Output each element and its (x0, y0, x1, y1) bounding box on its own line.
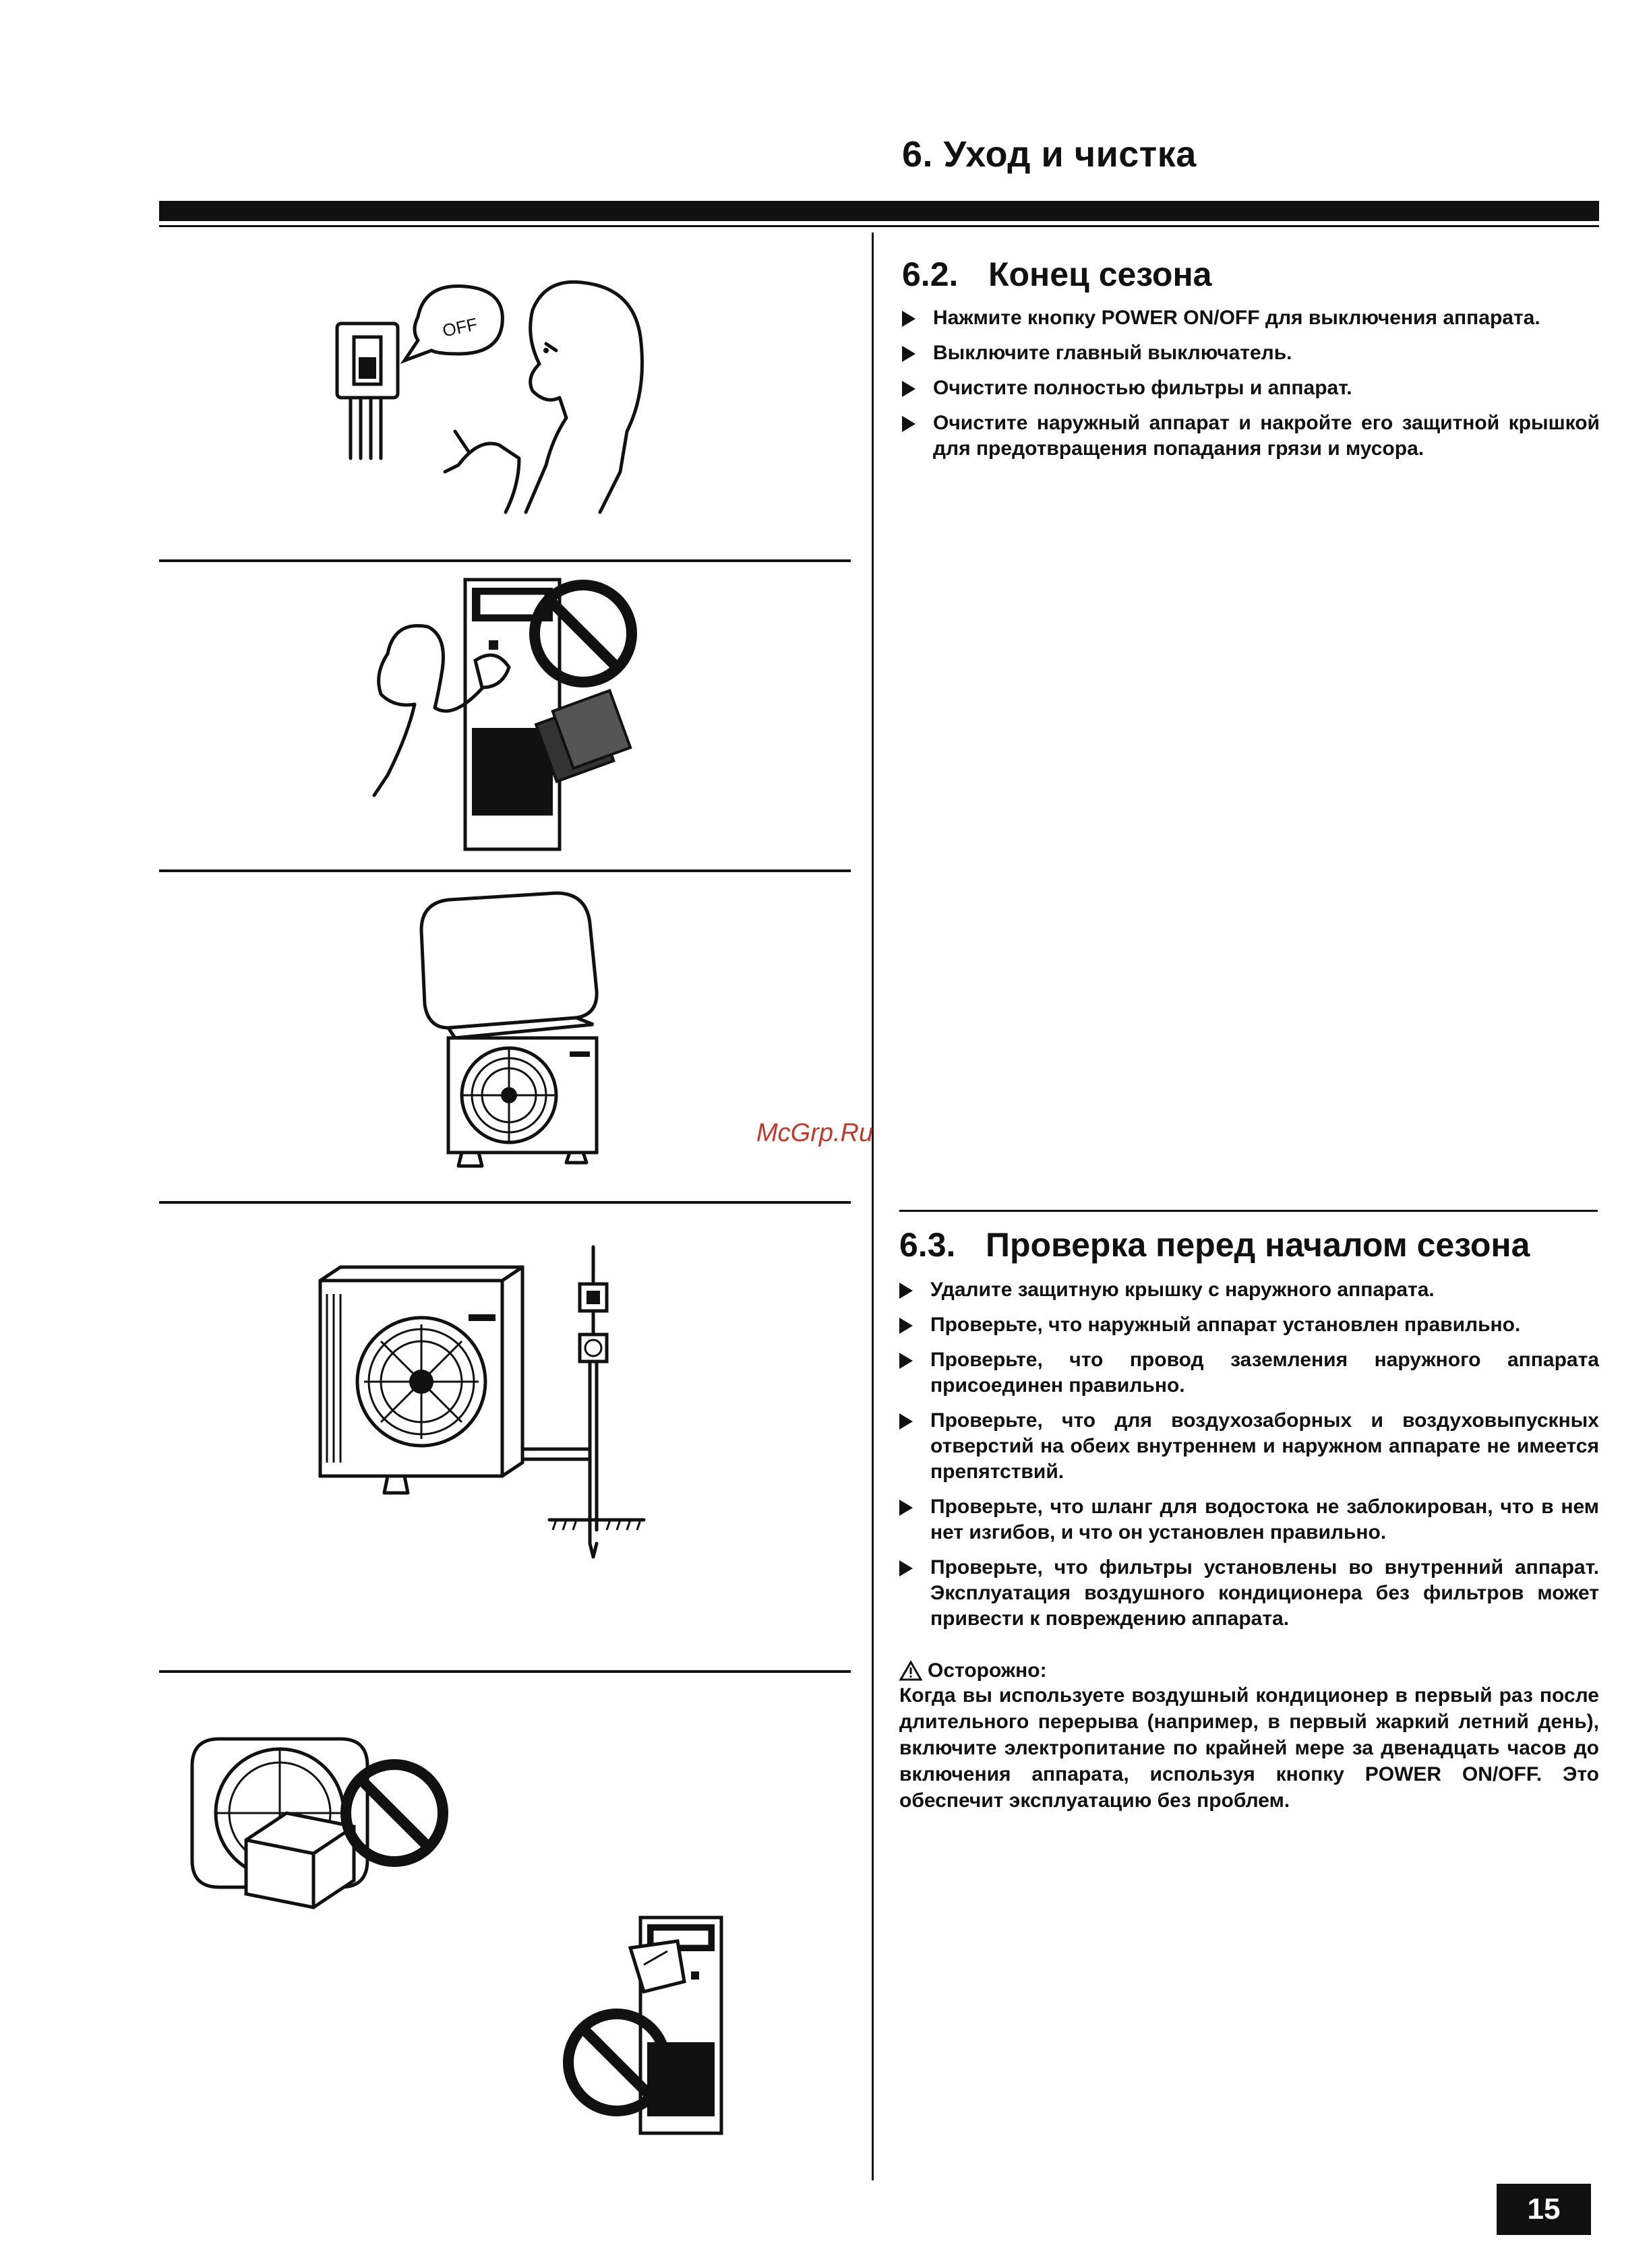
page-number: 15 (1497, 2184, 1591, 2235)
bullet-arrow-icon (902, 416, 915, 432)
bullet-arrow-icon (899, 1413, 913, 1430)
list-item: Проверьте, что наружный аппарат установлен правильно. (899, 1312, 1599, 1338)
caution-label: Осторожно: (928, 1659, 1047, 1682)
bullet-arrow-icon (902, 346, 915, 362)
caution-text: Когда вы используете воздушный кондиционер в первый раз после длительного перерыва (например, в первый жаркий летний день), включите электропитание по крайней мере за двенадцать часов до включения аппарата, используя кнопку POWER ON/OFF. Это обеспечит эксплуатацию без проблем. (899, 1684, 1599, 1812)
no-cleaning-illustration (361, 573, 684, 856)
list-item: Выключите главный выключатель. (902, 340, 1600, 366)
page-title: 6. Уход и чистка (902, 134, 1197, 175)
list-item: Проверьте, что шланг для водостока не заблокирован, что в нем нет изгибов, и что он установлен правильно. (899, 1494, 1599, 1545)
list-item: Удалите защитную крышку с наружного аппарата. (899, 1277, 1599, 1303)
section-62-title: Конец сезона (988, 255, 1212, 293)
section-63-heading (899, 1225, 1530, 1264)
list-item: Проверьте, что для воздухозаборных и воздуховыпускных отверстий на обеих внутреннем и наружном аппарате не имеется препятствий. (899, 1408, 1599, 1485)
header-rule-thin (159, 225, 1599, 227)
list-item: Проверьте, что фильтры установлены во внутренний аппарат. Эксплуатация воздушного кондиционера без фильтров может привести к повреждению аппарата. (899, 1555, 1599, 1632)
grounding-illustration (313, 1247, 664, 1570)
list-item: Очистите полностью фильтры и аппарат. (902, 375, 1600, 401)
bullet-arrow-icon (899, 1283, 913, 1299)
section-62-number: 6.2. (902, 255, 959, 293)
illustration-separator (159, 1670, 851, 1673)
illustration-separator (159, 559, 851, 562)
section-separator (899, 1210, 1598, 1212)
bullet-arrow-icon (902, 311, 915, 327)
bullet-arrow-icon (902, 381, 915, 397)
section-63-title: Проверка перед началом сезона (986, 1226, 1530, 1264)
section-63-number: 6.3. (899, 1226, 956, 1264)
illustration-separator (159, 869, 851, 872)
list-item: Очистите наружный аппарат и накройте его защитной крышкой для предотвращения попадания грязи и мусора. (902, 410, 1600, 462)
list-item: Нажмите кнопку POWER ON/OFF для выключения аппарата. (902, 305, 1600, 331)
cover-outdoor-unit-illustration (408, 890, 691, 1186)
speech-bubble-text: OFF (440, 313, 479, 341)
switch-off-illustration (324, 270, 674, 526)
list-item: Проверьте, что провод заземления наружного аппарата присоединен правильно. (899, 1347, 1599, 1399)
caution-block (899, 1659, 1599, 1814)
bullet-arrow-icon (899, 1318, 913, 1334)
section-63-list (899, 1277, 1599, 1641)
header-rule (159, 201, 1599, 221)
bullet-arrow-icon (899, 1500, 913, 1516)
bullet-arrow-icon (899, 1353, 913, 1369)
section-62-list (902, 305, 1600, 471)
watermark: McGrp.Ru (756, 1119, 874, 1147)
section-62-heading (902, 255, 1211, 294)
column-divider (872, 233, 874, 2180)
bullet-arrow-icon (899, 1560, 913, 1576)
illustration-separator (159, 1201, 851, 1204)
caution-heading (899, 1659, 1599, 1682)
blocked-units-illustration (172, 1725, 752, 2143)
warning-triangle-icon (899, 1661, 922, 1681)
